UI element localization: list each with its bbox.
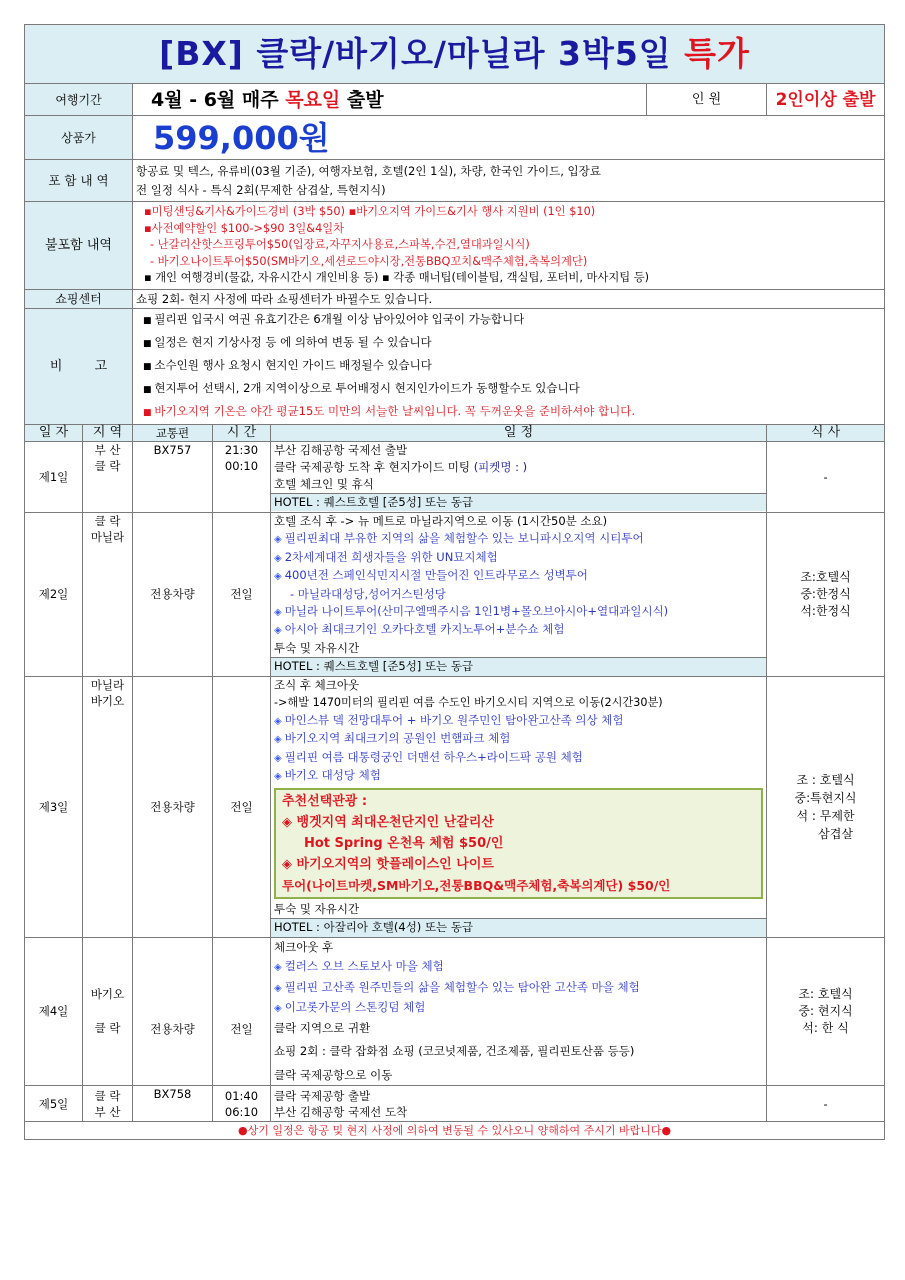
itinerary-table [24, 24, 885, 1140]
diamond-bullet-icon: ◈ [274, 734, 282, 746]
diamond-bullet-icon: ◈ [274, 771, 282, 783]
shopping-value: 쇼핑 2회- 현지 사정에 따라 쇼핑센터가 바뀔수도 있습니다. [133, 290, 885, 309]
note-item: ■ 필리핀 입국시 여권 유효기간은 6개월 이상 남아있어야 입국이 가능합니다 [143, 309, 881, 332]
note-item: ■ 소수인원 행사 요청시 현지인 가이드 배정될수 있습니다 [143, 355, 881, 378]
hotel-info: HOTEL : 아잘리아 호텔(4성) 또는 동급 [271, 918, 766, 937]
day-row: 제2일 클 락 마닐라 전용차량 전일 호텔 조식 후 -> 뉴 메트로 마닐라지역으로 이동 (1시간50분 소요) ◈ 필리핀최대 부유한 지역의 삶을 체험할수 있는 보니파시오지역 시티투어 ◈ 2차세계대전 희생자들을 위한 UN묘지체험 ◈ 400년전 스페인식민지시절 만들어진 인트라무로스 성벽투어 - 마닐라대성당,성어거스틴성당 ◈ 마닐라 나이트투어(산미구엘맥주시음 1인1병+몰오브아시아+열대과일시식) ◈ 아시아 최대크기인 오카다호텔 카지노투어+분수쇼 체험 투숙 및 자유시간 HOTEL : 퀘스트호텔 [준5성] 또는 동급 조:호텔식 중:한정식 석:한정식 [25, 513, 885, 677]
note-item: ■ 현지투어 선택시, 2개 지역이상으로 투어배정시 현지인가이드가 동행할수도 있습니다 [143, 378, 881, 401]
day-row: 제4일 바기오 클 락 전용차량 전일 체크아웃 후 ◈ 컬러스 오브 스토보사 마을 체험 ◈ 필리핀 고산족 원주민들의 삶을 체험할수 있는 탐아완 고산족 마을 체험 ◈ 이고롯가문의 스톤킹덤 체험 클락 지역으로 귀환 쇼핑 2회 : 클락 잡화점 쇼핑 (코코넛제품, 건조제품, 필리핀토산품 등등) 클락 국제공항으로 이동 조: 호텔식 중: 현지식 석: 한 식 [25, 937, 885, 1086]
optional-tour-box: 추천선택관광 : ◈ 뱅겟지역 최대온천단지인 난갈리산 Hot Spring 온천욕 체험 $50/인 ◈ 바기오지역의 핫플레이스인 나이트 투어(나이트마켓,SM바기오,전통BBQ&맥주체험,축복의계단) $50/인 [274, 788, 763, 899]
excludes-label: 불포함 내역 [25, 202, 133, 290]
diamond-bullet-icon: ◈ [274, 534, 282, 546]
includes-label: 포 함 내 역 [25, 160, 133, 202]
footer-note: ●상기 일정은 항공 및 현지 사정에 의하여 변동될 수 있사오니 양해하여 주시기 바랍니다● [25, 1122, 885, 1140]
day-row: 제5일 클 락 부 산 BX758 01:40 06:10 클락 국제공항 출발 부산 김해공항 국제선 도착 - [25, 1086, 885, 1122]
diamond-bullet-icon: ◈ [274, 962, 282, 974]
notes-label: 비 고 [25, 309, 133, 425]
notes-list [133, 309, 885, 425]
diamond-bullet-icon: ◈ [274, 715, 282, 727]
day-row: 제3일 마닐라 바기오 전용차량 전일 조식 후 체크아웃 ->해발 1470미터의 필리핀 여름 수도인 바기오시티 지역으로 이동(2시간30분) ◈ 마인스뷰 뎈 전망대투어 + 바기오 원주민인 탐아완고산족 의상 체험 ◈ 바기오지역 최대크기의 공원인 번햄파크 체험 ◈ 필리핀 여름 대통령궁인 더맨션 하우스+라이드팍 공원 체험 ◈ 바기오 대성당 체험 추천선택관광 : ◈ 뱅겟지역 최대온천단지인 난갈리산 Hot Spring 온천욕 체험 $50/인 ◈ 바기오지역의 핫플레이스인 나이트 투어(나이트마켓,SM바기오,전통BBQ&맥주체험,축복의계단) $50/인 투숙 및 자유시간 HOTEL : 아잘리아 호텔(4성) 또는 동급 조 : 호텔식 중:특현지식 석 : 무제한 삼겹살 [25, 676, 885, 937]
shopping-label: 쇼핑센터 [25, 290, 133, 309]
diamond-bullet-icon: ◈ [274, 1003, 282, 1015]
note-item: ■ 일정은 현지 기상사정 등 에 의하여 변동 될 수 있습니다 [143, 332, 881, 355]
note-item: ■ 바기오지역 기온은 야간 평균15도 미만의 서늘한 날씨입니다. 꼭 두꺼운옷을 준비하셔야 합니다. [143, 401, 881, 424]
period-value: 4월 - 6월 매주 목요일 출발 [133, 84, 647, 116]
diamond-bullet-icon: ◈ [274, 607, 282, 619]
includes-value: 항공료 및 텍스, 유류비(03월 기준), 여행자보험, 호텔(2인 1실), 차량, 한국인 가이드, 입장료 전 일정 식사 - 특식 2회(무제한 삼겹살, 특현지식) [133, 160, 885, 202]
hotel-info: HOTEL : 퀘스트호텔 [준5성] 또는 동급 [271, 493, 766, 511]
price-value: 599,000원 [133, 116, 885, 160]
hotel-info: HOTEL : 퀘스트호텔 [준5성] 또는 동급 [271, 657, 766, 675]
diamond-bullet-icon: ◈ [274, 625, 282, 637]
diamond-bullet-icon: ◈ [274, 571, 282, 583]
day-row: 제1일 부 산 클 락 BX757 21:30 00:10 부산 김해공항 국제선 출발 클락 국제공항 도착 후 현지가이드 미팅 (피켓명 : ) 호텔 체크인 및 휴식 HOTEL : 퀘스트호텔 [준5성] 또는 동급 - [25, 442, 885, 513]
diamond-bullet-icon: ◈ [274, 752, 282, 764]
period-label: 여행기간 [25, 84, 133, 116]
diamond-bullet-icon: ◈ [274, 552, 282, 564]
page-title: [BX] 클락/바기오/마닐라 3박5일 특가 [25, 25, 885, 84]
diamond-bullet-icon: ◈ [274, 982, 282, 994]
people-label: 인 원 [647, 84, 767, 116]
people-value: 2인이상 출발 [767, 84, 885, 116]
itinerary-sheet [24, 24, 884, 1140]
excludes-value: ▪미팅샌딩&기사&가이드경비 (3박 $50) ▪바기오지역 가이드&기사 행사 지원비 (1인 $10) ▪사전예약할인 $100->$90 3일&4일차 - 난갈리산핫스프링투어$50(입장료,자꾸지사용료,스파복,수건,열대과일시식) - 바기오나이트투어$50(SM바기오,세션로드야시장,전통BBQ꼬치&맥주체험,축복의계단) ▪ 개인 여행경비(물값, 자유시간시 개인비용 등) ▪ 각종 매너팁(테이블팁, 객실팁, 포터비, 마사지팁 등) [133, 202, 885, 290]
schedule-header: 일 자 지 역 교통편 시 간 일 정 식 사 [25, 425, 885, 442]
price-label: 상품가 [25, 116, 133, 160]
